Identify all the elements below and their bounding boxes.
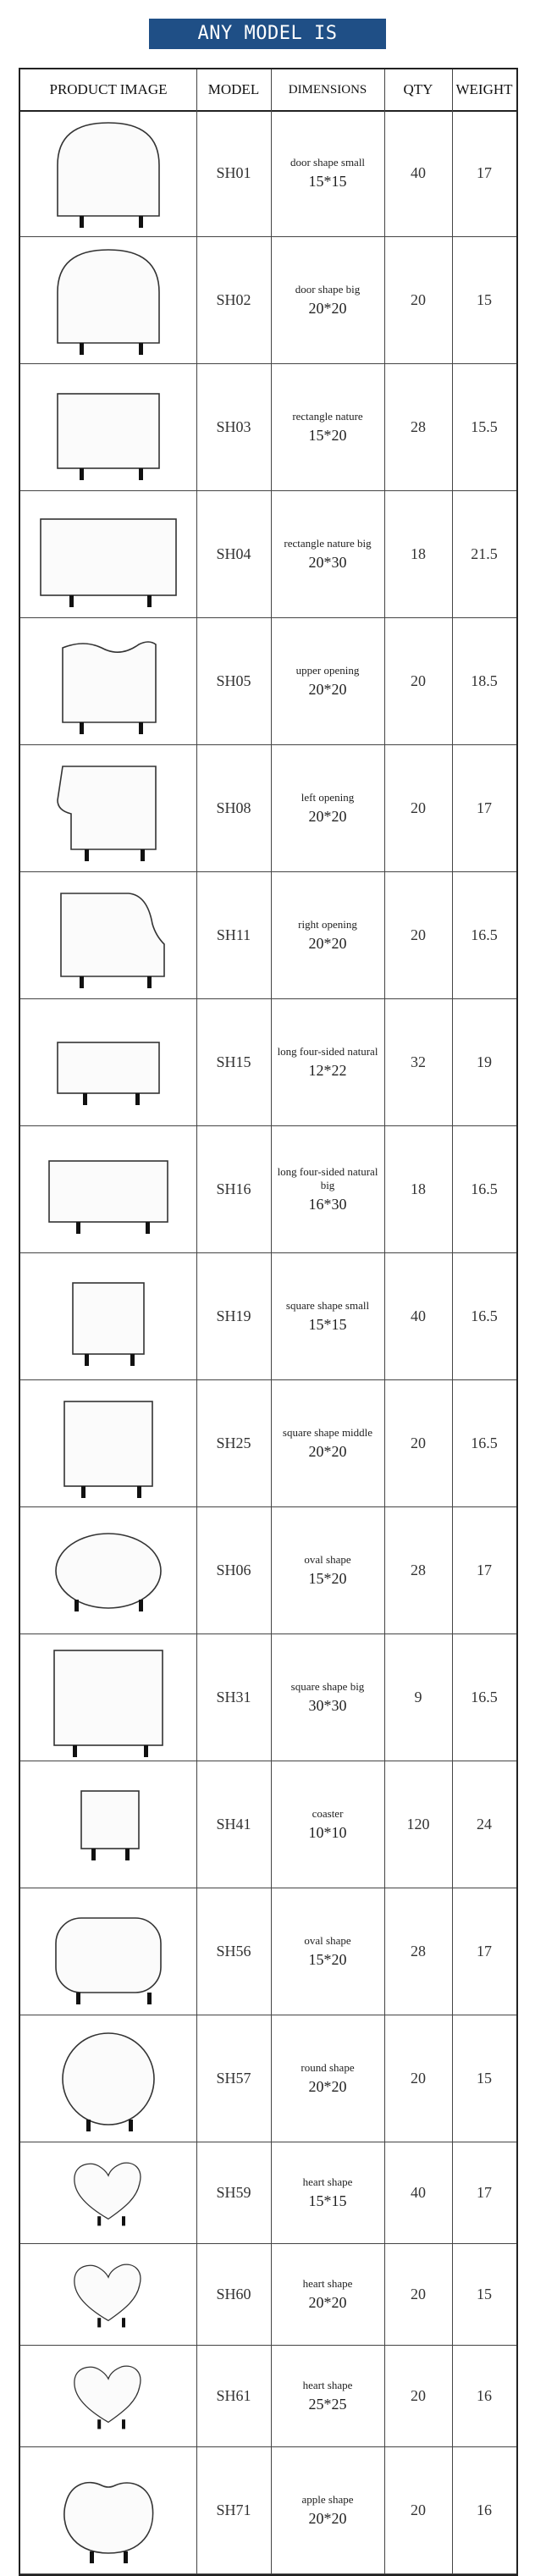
table-row bbox=[20, 2447, 516, 2574]
dimensions-cell bbox=[271, 2447, 384, 2573]
shape-name: square shape middle bbox=[282, 1425, 373, 1439]
dimensions-cell bbox=[271, 1888, 384, 2015]
qty-cell: 28 bbox=[411, 1943, 426, 1960]
shape-name: right opening bbox=[298, 917, 357, 931]
product-image bbox=[20, 745, 196, 871]
weight-cell: 16.5 bbox=[471, 926, 498, 943]
shape-name: apple shape bbox=[301, 2492, 354, 2506]
model-cell: SH03 bbox=[216, 418, 251, 435]
stone-photo-frame-icon bbox=[20, 2349, 196, 2444]
qty-cell: 40 bbox=[411, 1307, 426, 1324]
shape-size: 20*20 bbox=[308, 2510, 347, 2528]
model-cell: SH02 bbox=[216, 291, 251, 308]
weight-cell: 15 bbox=[477, 2070, 492, 2087]
stone-photo-frame-icon bbox=[20, 1893, 196, 2011]
qty-cell: 18 bbox=[411, 545, 426, 562]
model-cell: SH01 bbox=[216, 164, 251, 181]
shape-size: 15*15 bbox=[308, 173, 347, 191]
dimensions-cell bbox=[271, 2142, 384, 2243]
shape-size: 12*22 bbox=[308, 1062, 347, 1080]
model-cell: SH06 bbox=[216, 1562, 251, 1578]
qty-cell: 20 bbox=[411, 2070, 426, 2087]
stone-photo-frame-icon bbox=[20, 241, 196, 360]
product-image bbox=[20, 1380, 196, 1506]
weight-cell: 17 bbox=[477, 2184, 492, 2201]
weight-cell: 16.5 bbox=[471, 1307, 498, 1324]
product-image bbox=[20, 2346, 196, 2446]
shape-name: round shape bbox=[301, 2060, 355, 2074]
table-header bbox=[20, 69, 516, 112]
shape-name: oval shape bbox=[304, 1552, 351, 1566]
product-image bbox=[20, 1507, 196, 1633]
dimensions-cell bbox=[271, 1507, 384, 1633]
model-cell: SH41 bbox=[216, 1816, 251, 1832]
qty-cell: 9 bbox=[414, 1689, 422, 1705]
table-row bbox=[20, 1888, 516, 2015]
product-image bbox=[20, 2015, 196, 2142]
stone-photo-frame-icon bbox=[20, 1512, 196, 1630]
shape-size: 10*10 bbox=[308, 1824, 347, 1842]
model-cell: SH19 bbox=[216, 1307, 251, 1324]
dimensions-cell bbox=[271, 999, 384, 1125]
dimensions-cell bbox=[271, 2346, 384, 2446]
weight-cell: 15.5 bbox=[471, 418, 498, 435]
stone-photo-frame-icon bbox=[20, 1130, 196, 1249]
weight-cell: 17 bbox=[477, 799, 492, 816]
stone-photo-frame-icon bbox=[20, 622, 196, 741]
weight-cell: 16 bbox=[477, 2387, 492, 2404]
header-model: MODEL bbox=[207, 81, 260, 97]
dimensions-cell bbox=[271, 2015, 384, 2142]
dimensions-cell bbox=[271, 491, 384, 617]
stone-photo-frame-icon bbox=[20, 495, 196, 614]
stone-photo-frame-icon bbox=[20, 2452, 196, 2570]
product-image bbox=[20, 618, 196, 744]
shape-name: heart shape bbox=[302, 2175, 353, 2188]
table-row bbox=[20, 491, 516, 618]
shape-size: 20*30 bbox=[308, 554, 347, 572]
dimensions-cell bbox=[271, 1253, 384, 1379]
weight-cell: 19 bbox=[477, 1053, 492, 1070]
qty-cell: 32 bbox=[411, 1053, 426, 1070]
shape-name: rectangle nature bbox=[292, 409, 363, 423]
table-row bbox=[20, 2244, 516, 2346]
stone-photo-frame-icon bbox=[20, 749, 196, 868]
shape-name: heart shape bbox=[302, 2276, 353, 2290]
product-image bbox=[20, 1253, 196, 1379]
header-qty: QTY bbox=[403, 81, 433, 97]
shape-name: long four-sided natural bbox=[277, 1044, 378, 1058]
stone-photo-frame-icon bbox=[20, 1258, 196, 1376]
table-row bbox=[20, 1761, 516, 1888]
product-image bbox=[20, 364, 196, 490]
shape-size: 15*20 bbox=[308, 427, 347, 445]
dimensions-cell bbox=[271, 110, 384, 236]
weight-cell: 24 bbox=[477, 1816, 492, 1832]
model-cell: SH04 bbox=[216, 545, 251, 562]
qty-cell: 20 bbox=[411, 926, 426, 943]
dimensions-cell bbox=[271, 2244, 384, 2345]
shape-size: 20*20 bbox=[308, 2294, 347, 2312]
shape-name: left opening bbox=[301, 790, 355, 804]
model-cell: SH61 bbox=[216, 2387, 251, 2404]
stone-photo-frame-icon bbox=[20, 876, 196, 995]
table-row bbox=[20, 110, 516, 237]
dimensions-cell bbox=[271, 237, 384, 363]
model-cell: SH08 bbox=[216, 799, 251, 816]
model-cell: SH25 bbox=[216, 1434, 251, 1451]
weight-cell: 16.5 bbox=[471, 1434, 498, 1451]
table-row bbox=[20, 1253, 516, 1380]
model-cell: SH15 bbox=[216, 1053, 251, 1070]
header-product-image: PRODUCT IMAGE bbox=[49, 81, 168, 97]
page-banner: ANY MODEL IS OPTIONAL bbox=[149, 19, 386, 49]
shape-name: heart shape bbox=[302, 2378, 353, 2391]
shape-size: 30*30 bbox=[308, 1697, 347, 1715]
qty-cell: 40 bbox=[411, 2184, 426, 2201]
product-image bbox=[20, 1761, 196, 1888]
shape-size: 20*20 bbox=[308, 935, 347, 953]
shape-name: square shape small bbox=[285, 1298, 370, 1312]
shape-size: 20*20 bbox=[308, 808, 347, 826]
qty-cell: 28 bbox=[411, 418, 426, 435]
shape-size: 15*15 bbox=[308, 2192, 347, 2210]
shape-name: rectangle nature big bbox=[284, 536, 372, 550]
shape-name: oval shape bbox=[304, 1933, 351, 1947]
model-cell: SH11 bbox=[216, 926, 251, 943]
stone-photo-frame-icon bbox=[20, 1385, 196, 1503]
product-image bbox=[20, 1126, 196, 1252]
stone-photo-frame-icon bbox=[20, 2247, 196, 2342]
dimensions-cell bbox=[271, 1126, 384, 1252]
product-image bbox=[20, 2447, 196, 2573]
model-cell: SH57 bbox=[216, 2070, 251, 2087]
model-cell: SH60 bbox=[216, 2286, 251, 2302]
model-cell: SH71 bbox=[216, 2501, 251, 2518]
shape-name: door shape big bbox=[295, 282, 361, 296]
shape-name: long four-sided natural big bbox=[277, 1164, 378, 1191]
product-image bbox=[20, 999, 196, 1125]
qty-cell: 20 bbox=[411, 2286, 426, 2302]
product-image bbox=[20, 110, 196, 236]
qty-cell: 20 bbox=[411, 799, 426, 816]
stone-photo-frame-icon bbox=[20, 114, 196, 233]
product-image bbox=[20, 1634, 196, 1761]
weight-cell: 18.5 bbox=[471, 672, 498, 689]
header-dimensions: DIMENSIONS bbox=[288, 83, 367, 97]
weight-cell: 15 bbox=[477, 291, 492, 308]
shape-name: upper opening bbox=[295, 663, 360, 677]
model-cell: SH16 bbox=[216, 1180, 251, 1197]
dimensions-cell bbox=[271, 872, 384, 998]
weight-cell: 16.5 bbox=[471, 1689, 498, 1705]
model-cell: SH56 bbox=[216, 1943, 251, 1960]
stone-photo-frame-icon bbox=[20, 1639, 196, 1757]
stone-photo-frame-icon bbox=[20, 368, 196, 487]
table-row bbox=[20, 1126, 516, 1253]
dimensions-cell bbox=[271, 1634, 384, 1761]
shape-size: 20*20 bbox=[308, 1443, 347, 1461]
shape-size: 25*25 bbox=[308, 2396, 347, 2413]
table-row bbox=[20, 1507, 516, 1634]
stone-photo-frame-icon bbox=[20, 1003, 196, 1122]
qty-cell: 28 bbox=[411, 1562, 426, 1578]
qty-cell: 20 bbox=[411, 1434, 426, 1451]
stone-photo-frame-icon bbox=[20, 1766, 196, 1884]
model-cell: SH59 bbox=[216, 2184, 251, 2201]
qty-cell: 18 bbox=[411, 1180, 426, 1197]
weight-cell: 17 bbox=[477, 164, 492, 181]
model-cell: SH31 bbox=[216, 1689, 251, 1705]
shape-size: 20*20 bbox=[308, 681, 347, 699]
table-row bbox=[20, 364, 516, 491]
product-image bbox=[20, 237, 196, 363]
model-cell: SH05 bbox=[216, 672, 251, 689]
table-row bbox=[20, 1380, 516, 1507]
dimensions-cell bbox=[271, 364, 384, 490]
product-image bbox=[20, 2244, 196, 2345]
shape-name: door shape small bbox=[290, 155, 366, 169]
table-row bbox=[20, 2015, 516, 2142]
product-image bbox=[20, 491, 196, 617]
shape-name: coaster bbox=[312, 1806, 344, 1820]
qty-cell: 20 bbox=[411, 672, 426, 689]
header-weight: WEIGHT bbox=[455, 81, 513, 97]
table-row bbox=[20, 745, 516, 872]
qty-cell: 40 bbox=[411, 164, 426, 181]
shape-size: 16*30 bbox=[308, 1196, 347, 1213]
product-image bbox=[20, 872, 196, 998]
qty-cell: 20 bbox=[411, 2387, 426, 2404]
table-row bbox=[20, 999, 516, 1126]
shape-size: 15*20 bbox=[308, 1570, 347, 1588]
dimensions-cell bbox=[271, 1380, 384, 1506]
dimensions-cell bbox=[271, 1761, 384, 1888]
shape-size: 15*20 bbox=[308, 1951, 347, 1969]
weight-cell: 17 bbox=[477, 1943, 492, 1960]
weight-cell: 21.5 bbox=[471, 545, 498, 562]
dimensions-cell bbox=[271, 745, 384, 871]
shape-size: 20*20 bbox=[308, 300, 347, 318]
table-row bbox=[20, 618, 516, 745]
product-image bbox=[20, 1888, 196, 2015]
weight-cell: 17 bbox=[477, 1562, 492, 1578]
table-row bbox=[20, 2346, 516, 2447]
qty-cell: 20 bbox=[411, 2501, 426, 2518]
product-table bbox=[19, 68, 518, 2576]
table-row bbox=[20, 237, 516, 364]
weight-cell: 15 bbox=[477, 2286, 492, 2302]
shape-name: square shape big bbox=[290, 1679, 365, 1693]
qty-cell: 20 bbox=[411, 291, 426, 308]
shape-size: 20*20 bbox=[308, 2078, 347, 2096]
table-row bbox=[20, 2142, 516, 2244]
dimensions-cell bbox=[271, 618, 384, 744]
qty-cell: 120 bbox=[406, 1816, 430, 1832]
stone-photo-frame-icon bbox=[20, 2146, 196, 2241]
product-image bbox=[20, 2142, 196, 2243]
stone-photo-frame-icon bbox=[20, 2020, 196, 2138]
shape-size: 15*15 bbox=[308, 1316, 347, 1334]
weight-cell: 16.5 bbox=[471, 1180, 498, 1197]
table-row bbox=[20, 872, 516, 999]
weight-cell: 16 bbox=[477, 2501, 492, 2518]
table-row bbox=[20, 1634, 516, 1761]
